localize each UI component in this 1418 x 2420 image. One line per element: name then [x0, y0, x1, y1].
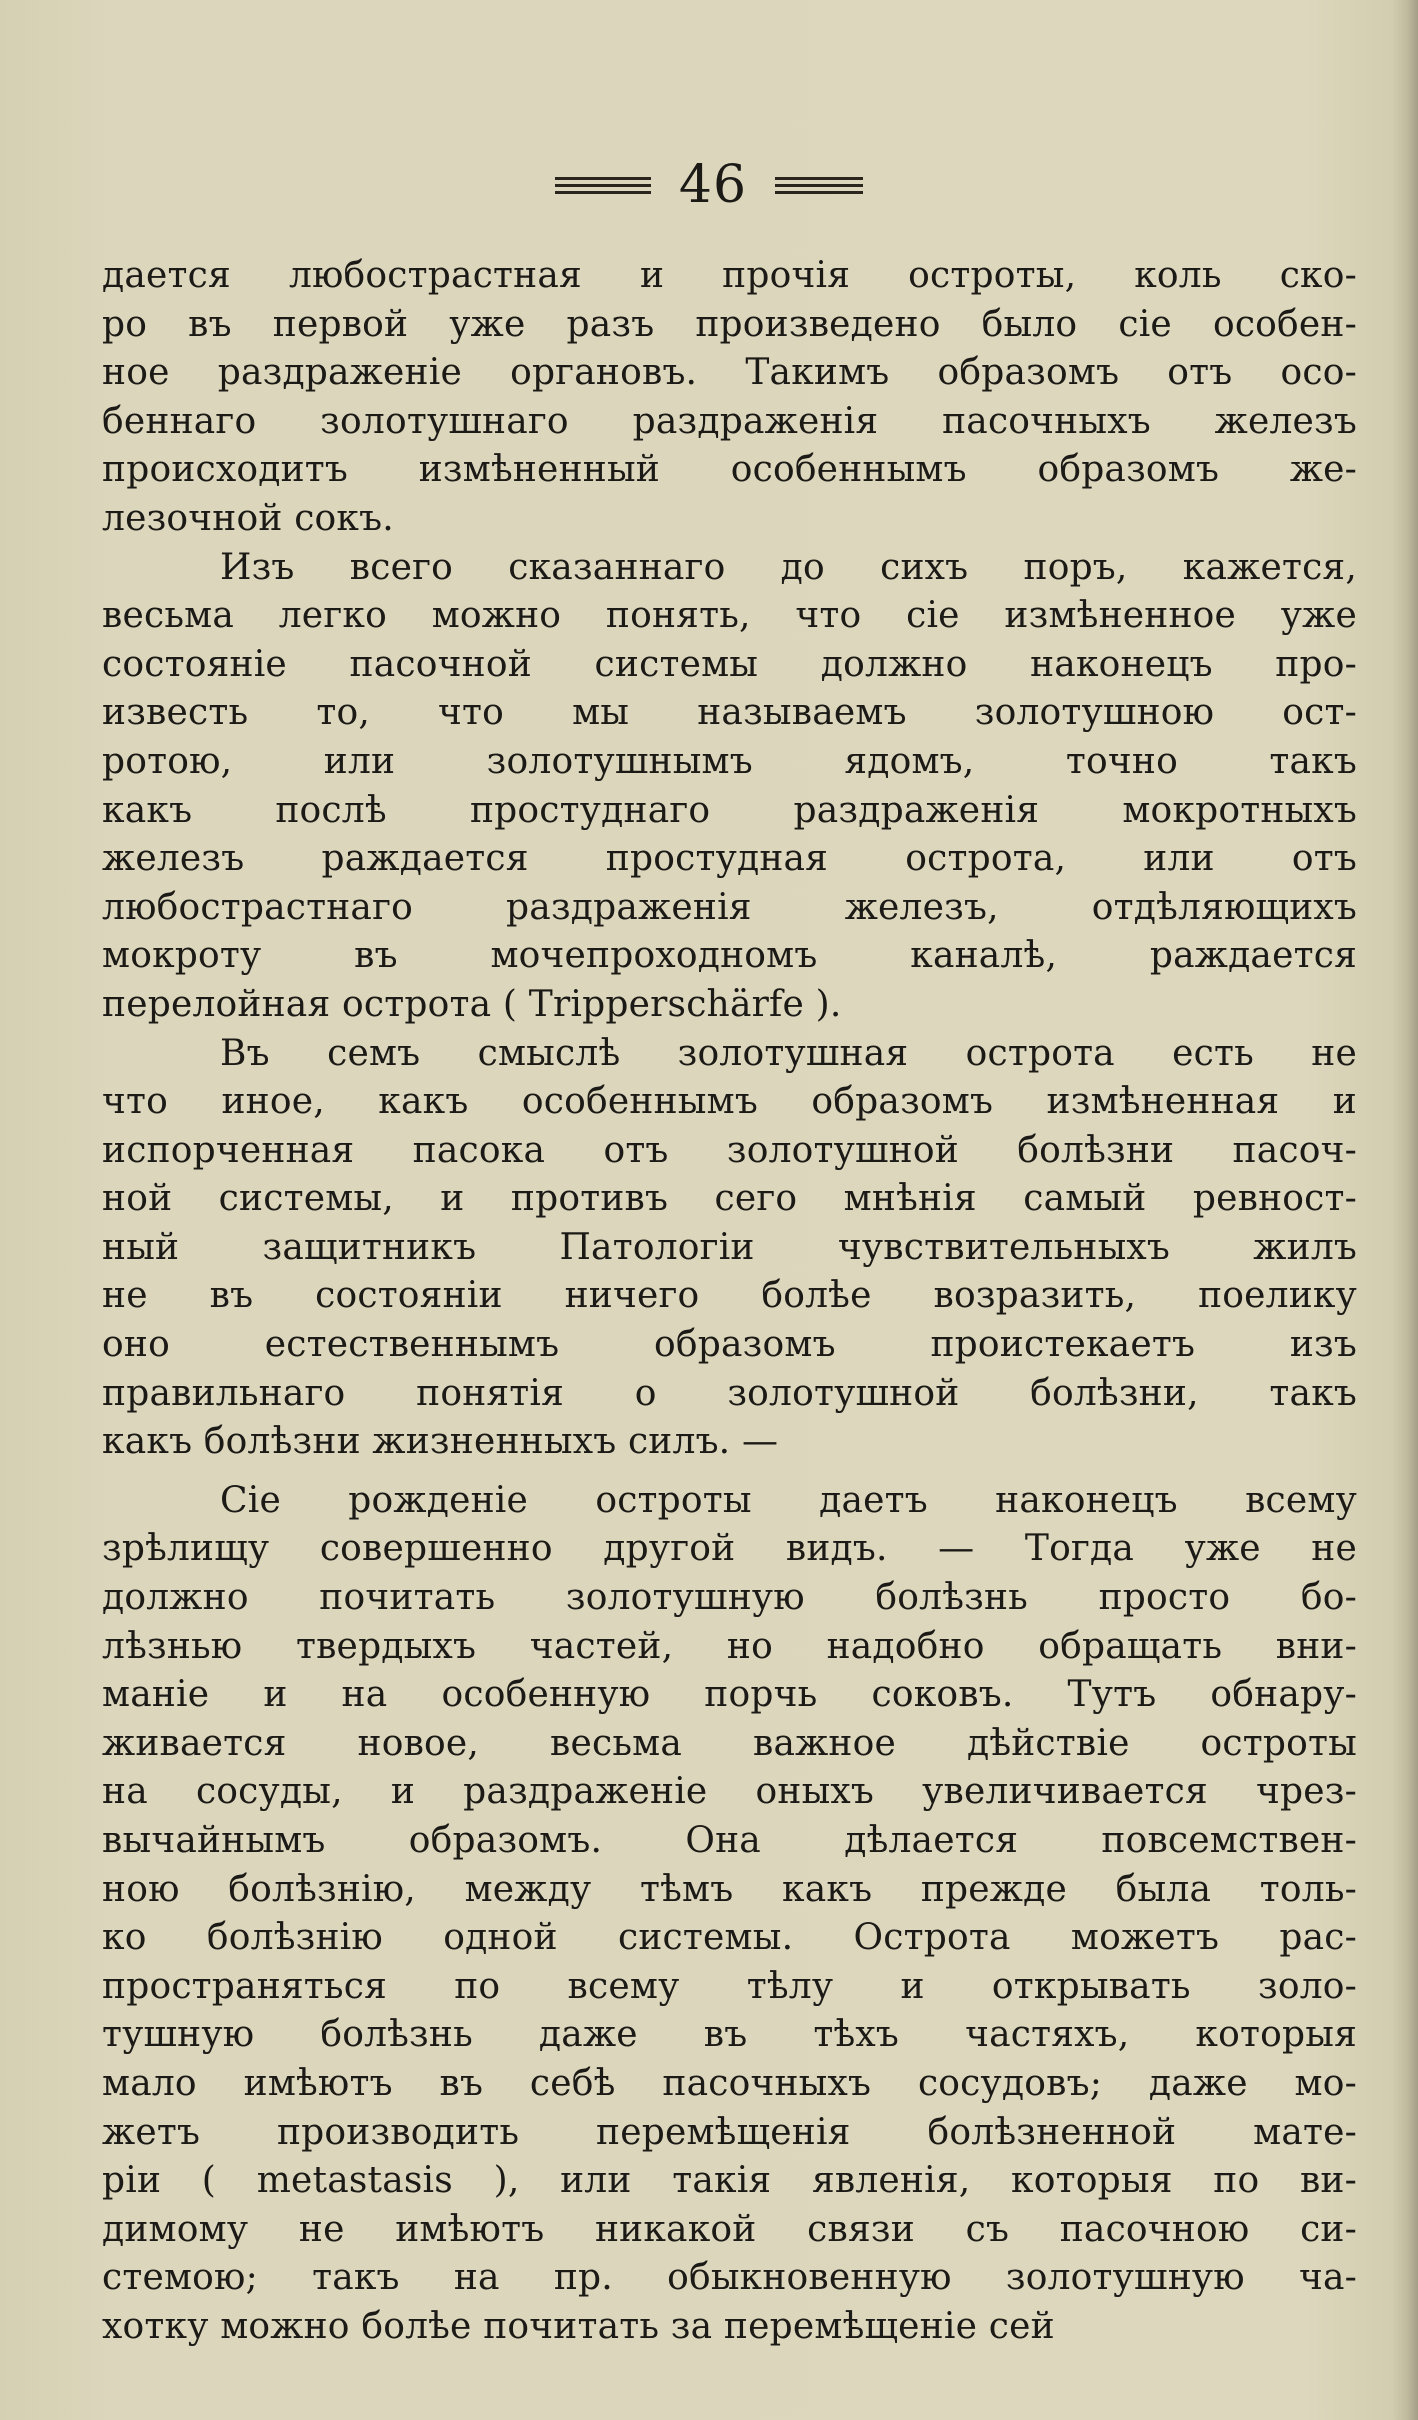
text-line: должно почитать золотушную болѣзнь просто бо-: [102, 1577, 1357, 1619]
text-line: жетъ производить перемѣщенія болѣзненной мате-: [102, 2111, 1357, 2153]
text-line: дается любострастная и прочія остроты, коль ско-: [102, 255, 1357, 296]
text-line: вычайнымъ образомъ. Она дѣлается повсемствен-: [102, 1820, 1357, 1861]
text-line: зрѣлищу совершенно другой видъ. — Тогда уже не: [102, 1528, 1357, 1570]
text-line: испорченная пасока отъ золотушной болѣзни пасоч-: [102, 1129, 1357, 1171]
paragraph: [102, 1477, 1357, 2352]
text-line: происходитъ измѣненный особеннымъ образомъ же-: [102, 449, 1357, 491]
text-line: железъ раждается простудная острота, или отъ: [102, 838, 1357, 880]
text-line: ро въ первой уже разъ произведено было сіе особен-: [102, 303, 1357, 345]
text-line: маніе и на особенную порчь соковъ. Тутъ обнару-: [102, 1674, 1357, 1716]
text-line: известь то, что мы называемъ золотушною ост-: [102, 692, 1357, 734]
text-line: мокроту въ мочепроходномъ каналѣ, раждается: [102, 935, 1357, 977]
text-line: ріи ( metastasis ), или такія явленія, которыя по ви-: [102, 2160, 1357, 2202]
text-line: ной системы, и противъ сего мнѣнія самый ревност-: [102, 1178, 1357, 1220]
text-line: пространяться по всему тѣлу и открывать золо-: [102, 1965, 1357, 2007]
text-line: перелойная острота ( Tripperschärfe ).: [102, 983, 842, 1025]
text-line: ный защитникъ Патологіи чувствительныхъ жилъ: [102, 1226, 1357, 1268]
text-line: ною болѣзнію, между тѣмъ какъ прежде была толь-: [102, 1868, 1357, 1910]
text-line: на сосуды, и раздраженіе оныхъ увеличивается чрез-: [102, 1771, 1357, 1813]
text-line: состояніе пасочной системы должно наконецъ про-: [102, 643, 1357, 685]
text-line: Изъ всего сказаннаго до сихъ поръ, кажется,: [220, 546, 1357, 588]
text-line: мало имѣютъ въ себѣ пасочныхъ сосудовъ; даже мо-: [102, 2062, 1357, 2104]
text-line: оно естественнымъ образомъ проистекаетъ изъ: [102, 1324, 1357, 1366]
page-number: 46: [678, 155, 748, 215]
body-text: [102, 252, 1357, 2352]
text-line: какъ болѣзни жизненныхъ силъ. —: [102, 1421, 779, 1463]
text-line: лезочной сокъ.: [102, 497, 394, 539]
paragraph: [102, 1030, 1357, 1467]
text-line: димому не имѣютъ никакой связи съ пасочною си-: [102, 2208, 1357, 2250]
text-line: какъ послѣ простуднаго раздраженія мокротныхъ: [102, 789, 1357, 831]
text-line: что иное, какъ особеннымъ образомъ измѣненная и: [102, 1081, 1357, 1123]
paragraph: [102, 252, 1357, 544]
text-line: Сіе рожденіе остроты даетъ наконецъ всему: [220, 1479, 1357, 1521]
text-line: хотку можно болѣе почитать за перемѣщеніе сей: [102, 2305, 1055, 2347]
text-line: не въ состояніи ничего болѣе возразить, поелику: [102, 1275, 1357, 1317]
paragraph-gap: [102, 1467, 1357, 1477]
text-line: живается новое, весьма важное дѣйствіе остроты: [102, 1722, 1357, 1764]
header-rule-left: [555, 177, 651, 194]
text-line: лѣзнью твердыхъ частей, но надобно обращать вни-: [102, 1625, 1357, 1667]
text-line: правильнаго понятія о золотушной болѣзни, такъ: [102, 1372, 1357, 1414]
text-line: ко болѣзнію одной системы. Острота можетъ рас-: [102, 1917, 1357, 1959]
text-line: любострастнаго раздраженія железъ, отдѣляющихъ: [102, 886, 1357, 928]
text-line: ротою, или золотушнымъ ядомъ, точно такъ: [102, 740, 1357, 782]
text-line: Въ семъ смыслѣ золотушная острота есть не: [220, 1032, 1357, 1074]
page-header: [0, 150, 1418, 220]
text-line: ное раздраженіе органовъ. Такимъ образомъ отъ осо-: [102, 352, 1357, 394]
text-line: весьма легко можно понять, что сіе измѣненное уже: [102, 595, 1357, 637]
text-line: стемою; такъ на пр. обыкновенную золотушную ча-: [102, 2257, 1357, 2299]
page-edge-shadow: [1392, 0, 1418, 2420]
text-line: беннаго золотушнаго раздраженія пасочныхъ железъ: [102, 400, 1357, 442]
paragraph: [102, 544, 1357, 1030]
header-rule-right: [775, 177, 863, 194]
text-line: тушную болѣзнь даже въ тѣхъ частяхъ, которыя: [102, 2014, 1357, 2056]
